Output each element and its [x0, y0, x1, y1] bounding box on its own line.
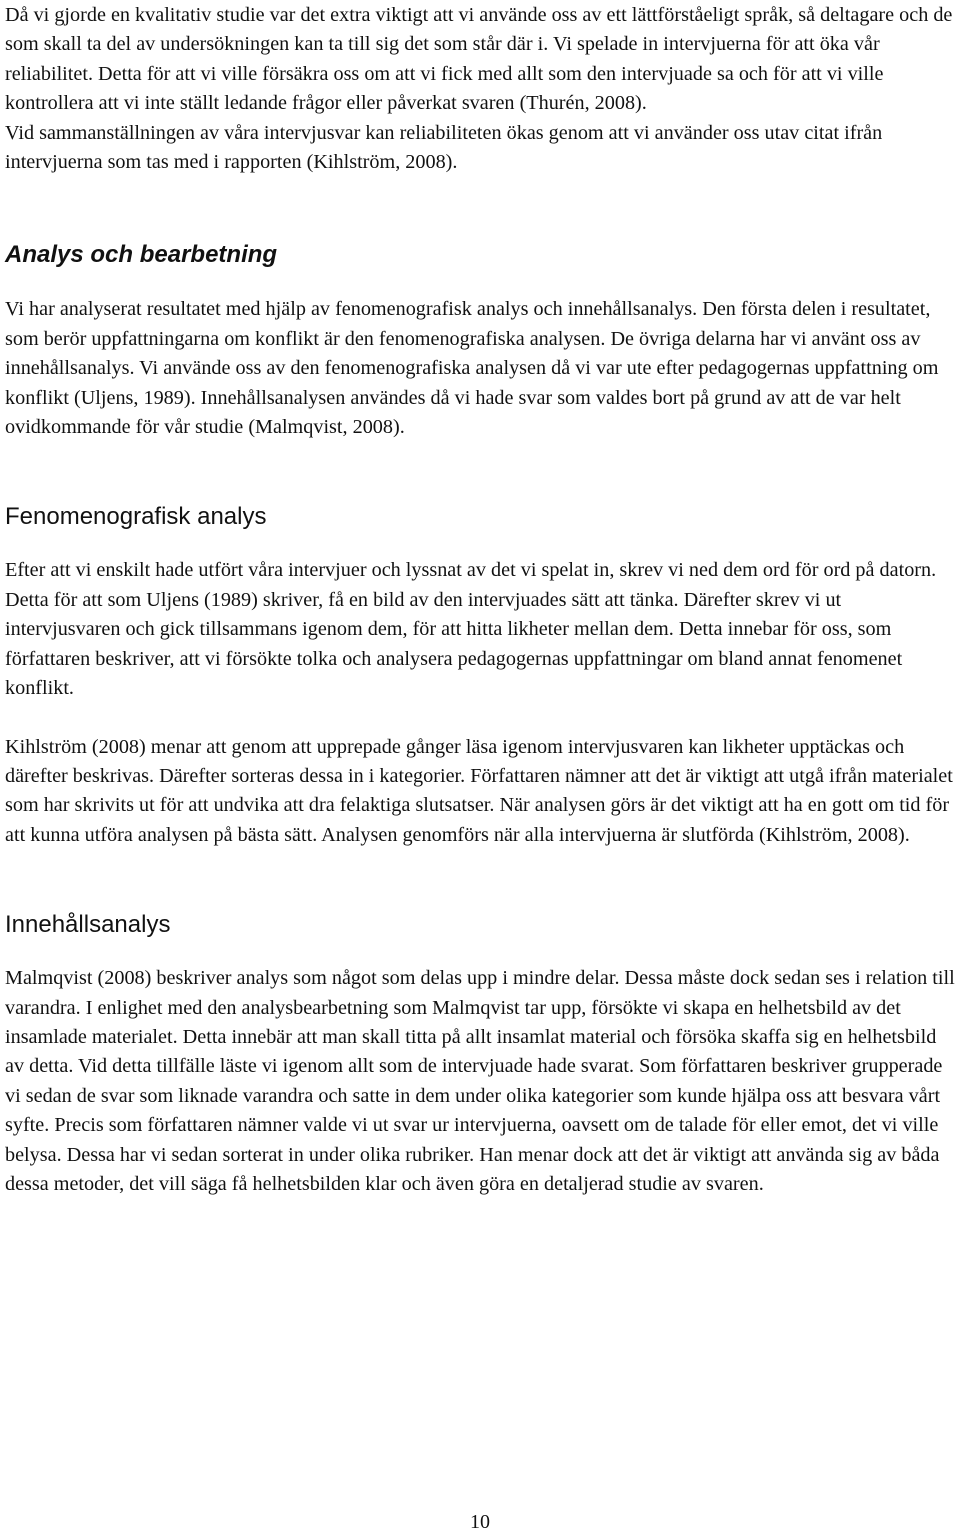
section-heading-fenomenografisk: Fenomenografisk analys: [5, 503, 267, 531]
section-heading-innehallsanalys: Innehållsanalys: [5, 911, 171, 939]
innehall-paragraph-1: Malmqvist (2008) beskriver analys som något som delas upp i mindre delar. Dessa måste dock sedan ses i relation till varandra. I enlighet med den analysbearbetning som Malmqvist tar upp, försökte vi skapa en helhetsbild av det insamlade materialet. Detta innebär att man skall titta på allt insamlat material och försöka skaffa sig en helhetsbild av detta. Vid detta tillfälle läste vi igenom allt som de intervjuade hade svarat. Som författaren beskriver grupperade vi sedan de svar som liknade varandra och satte in dem under olika kategorier som kunde hjälpa oss att besvara vårt syfte. Precis som författaren nämner valde vi ut svar ur intervjuerna, oavsett om de talade för eller emot, det vi ville belysa. Dessa har vi sedan sorterat in under olika rubriker. Han menar dock att det är viktigt att använda sig av båda dessa metoder, det vill säga få helhetsbilden klar och även göra en detaljerad studie av svaren.: [5, 967, 955, 1195]
intro-paragraph-1: Då vi gjorde en kvalitativ studie var det extra viktigt att vi använde oss av ett lättförståeligt språk, så deltagare och de som skall ta del av undersökningen kan ta till sig det som står där i. Vi spelade in intervjuerna för att öka vår reliabilitet. Detta för att vi ville försäkra oss om att vi fick med allt som den intervjuade sa och för att vi ville kontrollera att vi inte ställt ledande frågor eller påverkat svaren (Thurén, 2008).: [5, 4, 953, 115]
fenomenografisk-paragraph-2: Kihlström (2008) menar att genom att upprepade gånger läsa igenom intervjusvaren kan likheter upptäckas och därefter beskrivas. Därefter sorteras dessa in i kategorier. Författaren nämner att det är viktigt att utgå ifrån materialet som har skrivits ut för att undvika att dra felaktiga slutsatser. När analysen görs är det viktigt att ha en gott om tid för att kunna utföra analysen på bästa sätt. Analysen genomförs när alla intervjuerna är slutförda (Kihlström, 2008).: [5, 735, 953, 846]
intro-paragraph-2: Vid sammanställningen av våra intervjusvar kan reliabiliteten ökas genom att vi använder oss utav citat ifrån intervjuerna som tas med i rapporten (Kihlström, 2008).: [5, 121, 883, 174]
page-number: 10: [470, 1511, 490, 1533]
section-heading-analys: Analys och bearbetning: [5, 241, 278, 269]
fenomenografisk-paragraph-1: Efter att vi enskilt hade utfört våra intervjuer och lyssnat av det vi spelat in, skrev vi ned dem ord för ord på datorn. Detta för att som Uljens (1989) skriver, få en bild av den intervjuades sätt att tänka. Därefter skrev vi ut intervjusvaren och gick tillsammans igenom dem, för att hitta likheter mellan dem. Detta innebar för oss, som författaren beskriver, att vi försökte tolka och analysera pedagogernas uppfattningar om bland annat fenomenet konflikt.: [5, 559, 937, 700]
document-page: [5, 0, 955, 1199]
analys-paragraph-1: Vi har analyserat resultatet med hjälp av fenomenografisk analys och innehållsanalys. Den första delen i resultatet, som berör uppfattningarna om konflikt är den fenomenografiska analysen. De övriga delarna har vi använt oss av innehållsanalys. Vi använde oss av den fenomenografiska analysen då vi var ute efter pedagogernas uppfattning om konflikt (Uljens, 1989). Innehållsanalysen användes då vi hade svar som valdes bort på grund av att de var helt ovidkommande för vår studie (Malmqvist, 2008).: [5, 298, 939, 439]
